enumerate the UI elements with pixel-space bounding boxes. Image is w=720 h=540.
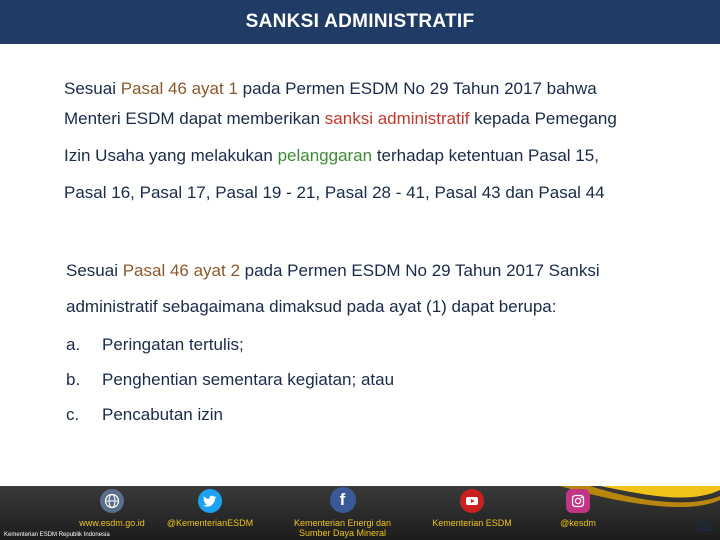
list-marker: a. (66, 335, 81, 354)
page-number: 12 (697, 519, 712, 534)
paragraph-1-line-1: Sesuai Pasal 46 ayat 1 pada Permen ESDM No 29 Tahun 2017 bahwa (64, 79, 597, 98)
paragraph-1-line-2: Menteri ESDM dapat memberikan sanksi administratif kepada Pemegang (64, 109, 617, 128)
list-item (66, 333, 394, 368)
list-item-text: Pencabutan izin (102, 405, 223, 424)
youtube-icon (460, 489, 484, 513)
list-item-text: Penghentian sementara kegiatan; atau (102, 370, 395, 389)
social-website[interactable] (62, 489, 162, 528)
list-item (66, 403, 394, 438)
highlight-pasal-46-ayat-1: Pasal 46 ayat 1 (120, 79, 238, 98)
social-label: www.esdm.go.id (79, 518, 145, 528)
facebook-icon: f (330, 487, 356, 513)
social-instagram[interactable] (528, 489, 628, 528)
social-label: Kementerian Energi dan Sumber Daya Mineral (293, 518, 392, 538)
paragraph-1-line-4: Pasal 16, Pasal 17, Pasal 19 - 21, Pasal 28 - 41, Pasal 43 dan Pasal 44 (64, 183, 605, 202)
list-marker: b. (66, 370, 81, 389)
globe-icon (100, 489, 124, 513)
paragraph-1 (64, 62, 684, 210)
title-bar (0, 0, 720, 44)
paragraph-2 (66, 255, 686, 327)
paragraph-2-line-2: administratif sebagaimana dimaksud pada ayat (1) dapat berupa: (66, 297, 557, 316)
list-item-text: Peringatan tertulis; (102, 335, 244, 354)
highlight-sanksi-administratif: sanksi administratif (324, 109, 470, 128)
highlight-pelanggaran: pelanggaran (277, 146, 373, 165)
footer-credit: Kementerian ESDM Republik Indonesia (4, 532, 110, 538)
paragraph-1-line-3: Izin Usaha yang melakukan pelanggaran terhadap ketentuan Pasal 15, (64, 146, 599, 165)
highlight-pasal-46-ayat-2: Pasal 46 ayat 2 (122, 261, 240, 280)
social-youtube[interactable] (422, 489, 522, 528)
instagram-icon (566, 489, 590, 513)
sanction-list (66, 333, 394, 438)
social-label: Kementerian ESDM (432, 518, 512, 528)
social-twitter[interactable] (160, 489, 260, 528)
social-label: @kesdm (560, 518, 596, 528)
social-facebook[interactable] (280, 487, 405, 538)
social-label: @KementerianESDM (166, 518, 254, 528)
list-item (66, 368, 394, 403)
slide-title: SANKSI ADMINISTRATIF (245, 11, 475, 32)
list-marker: c. (66, 405, 80, 424)
paragraph-2-line-1: Sesuai Pasal 46 ayat 2 pada Permen ESDM No 29 Tahun 2017 Sanksi (66, 261, 600, 280)
twitter-icon (198, 489, 222, 513)
